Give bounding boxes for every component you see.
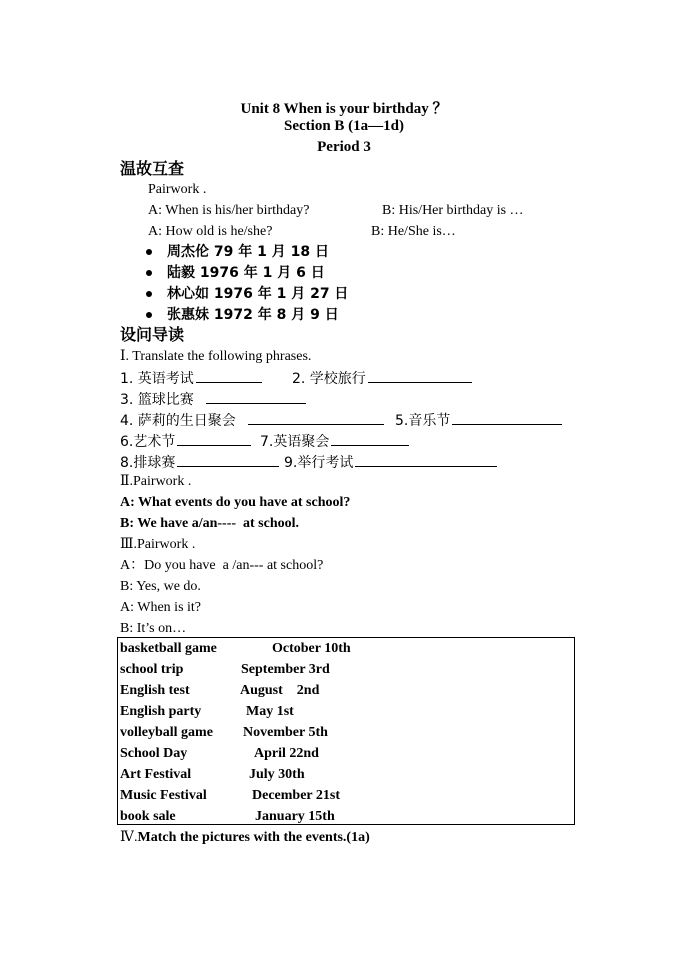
event-row [120,704,294,720]
events-box [117,637,575,825]
event-name: school trip [120,662,184,677]
event-name: English test [120,683,190,698]
review-dialog-b1: B: His/Her birthday is … [382,203,524,218]
answer-blank[interactable] [248,410,384,425]
bullet-item: 陆毅 1976 年 1 月 6 日 [167,265,325,281]
phrase-item: 8.排球赛 [120,452,279,473]
part3-title: Ⅲ.Pairwork . [120,537,196,552]
period-title: Period 3 [317,139,371,155]
event-name: Music Festival [120,788,207,803]
answer-blank[interactable] [452,410,562,425]
event-name: volleyball game [120,725,213,740]
review-dialog-a2: A: How old is he/she? [148,224,273,239]
answer-blank[interactable] [355,452,497,467]
part2-title: Ⅱ.Pairwork . [120,474,192,489]
part4-title: Ⅳ.Match the pictures with the events.(1a) [120,830,370,845]
phrase-item: 3. 篮球比赛 [120,389,306,410]
part3-line: A：Do you have a /an--- at school? [120,558,324,573]
review-heading: 温故互查 [120,159,185,178]
event-date: January 15th [255,809,335,824]
phrase-item: 1. 英语考试 [120,368,262,389]
event-name: basketball game [120,641,217,656]
part2-question: A: What events do you have at school? [120,495,351,510]
event-name: Art Festival [120,767,192,782]
phrase-item: 5.音乐节 [395,410,562,431]
event-date: September 3rd [241,662,330,677]
bullet-item: 张惠妹 1972 年 8 月 9 日 [167,307,339,323]
part3-line: A: When is it? [120,600,202,615]
bullet-dot [146,312,152,318]
event-date: December 21st [252,788,340,803]
bullet-item: 林心如 1976 年 1 月 27 日 [167,286,349,302]
answer-blank[interactable] [177,431,251,446]
event-row [120,683,320,699]
answer-blank[interactable] [206,389,306,404]
unit-title: Unit 8 When is your birthday ？ [240,101,448,117]
event-date: July 30th [249,767,305,782]
event-row [120,662,330,678]
review-pairwork: Pairwork . [148,182,207,197]
event-date: November 5th [243,725,328,740]
event-row [120,788,340,804]
event-date: August 2nd [240,683,320,698]
event-date: April 22nd [254,746,319,761]
event-row [120,767,305,783]
event-name: School Day [120,746,188,761]
section-title: Section B (1a—1d) [284,118,404,134]
phrase-item: 4. 萨莉的生日聚会 [120,410,384,431]
part3-line: B: It’s on… [120,621,187,636]
phrase-item: 2. 学校旅行 [292,368,472,389]
guide-heading: 设问导读 [120,325,185,344]
event-row [120,809,335,825]
answer-blank[interactable] [331,431,409,446]
bullet-dot [146,270,152,276]
answer-blank[interactable] [196,368,262,383]
part1-title: Ⅰ. Translate the following phrases. [120,349,312,364]
answer-blank[interactable] [177,452,279,467]
phrase-item: 7.英语聚会 [260,431,409,452]
phrase-item: 9.举行考试 [284,452,497,473]
part2-answer: B: We have a/an---- at school. [120,516,300,531]
answer-blank[interactable] [368,368,472,383]
event-row [120,641,351,657]
bullet-item: 周杰伦 79 年 1 月 18 日 [167,244,329,260]
phrase-item: 6.艺术节 [120,431,251,452]
event-name: English party [120,704,202,719]
event-date: October 10th [272,641,351,656]
review-dialog-a1: A: When is his/her birthday? [148,203,310,218]
review-dialog-b2: B: He/She is… [371,224,456,239]
event-row [120,725,328,741]
bullet-dot [146,291,152,297]
event-row [120,746,319,762]
part3-line: B: Yes, we do. [120,579,201,594]
event-name: book sale [120,809,176,824]
event-date: May 1st [246,704,294,719]
bullet-dot [146,249,152,255]
